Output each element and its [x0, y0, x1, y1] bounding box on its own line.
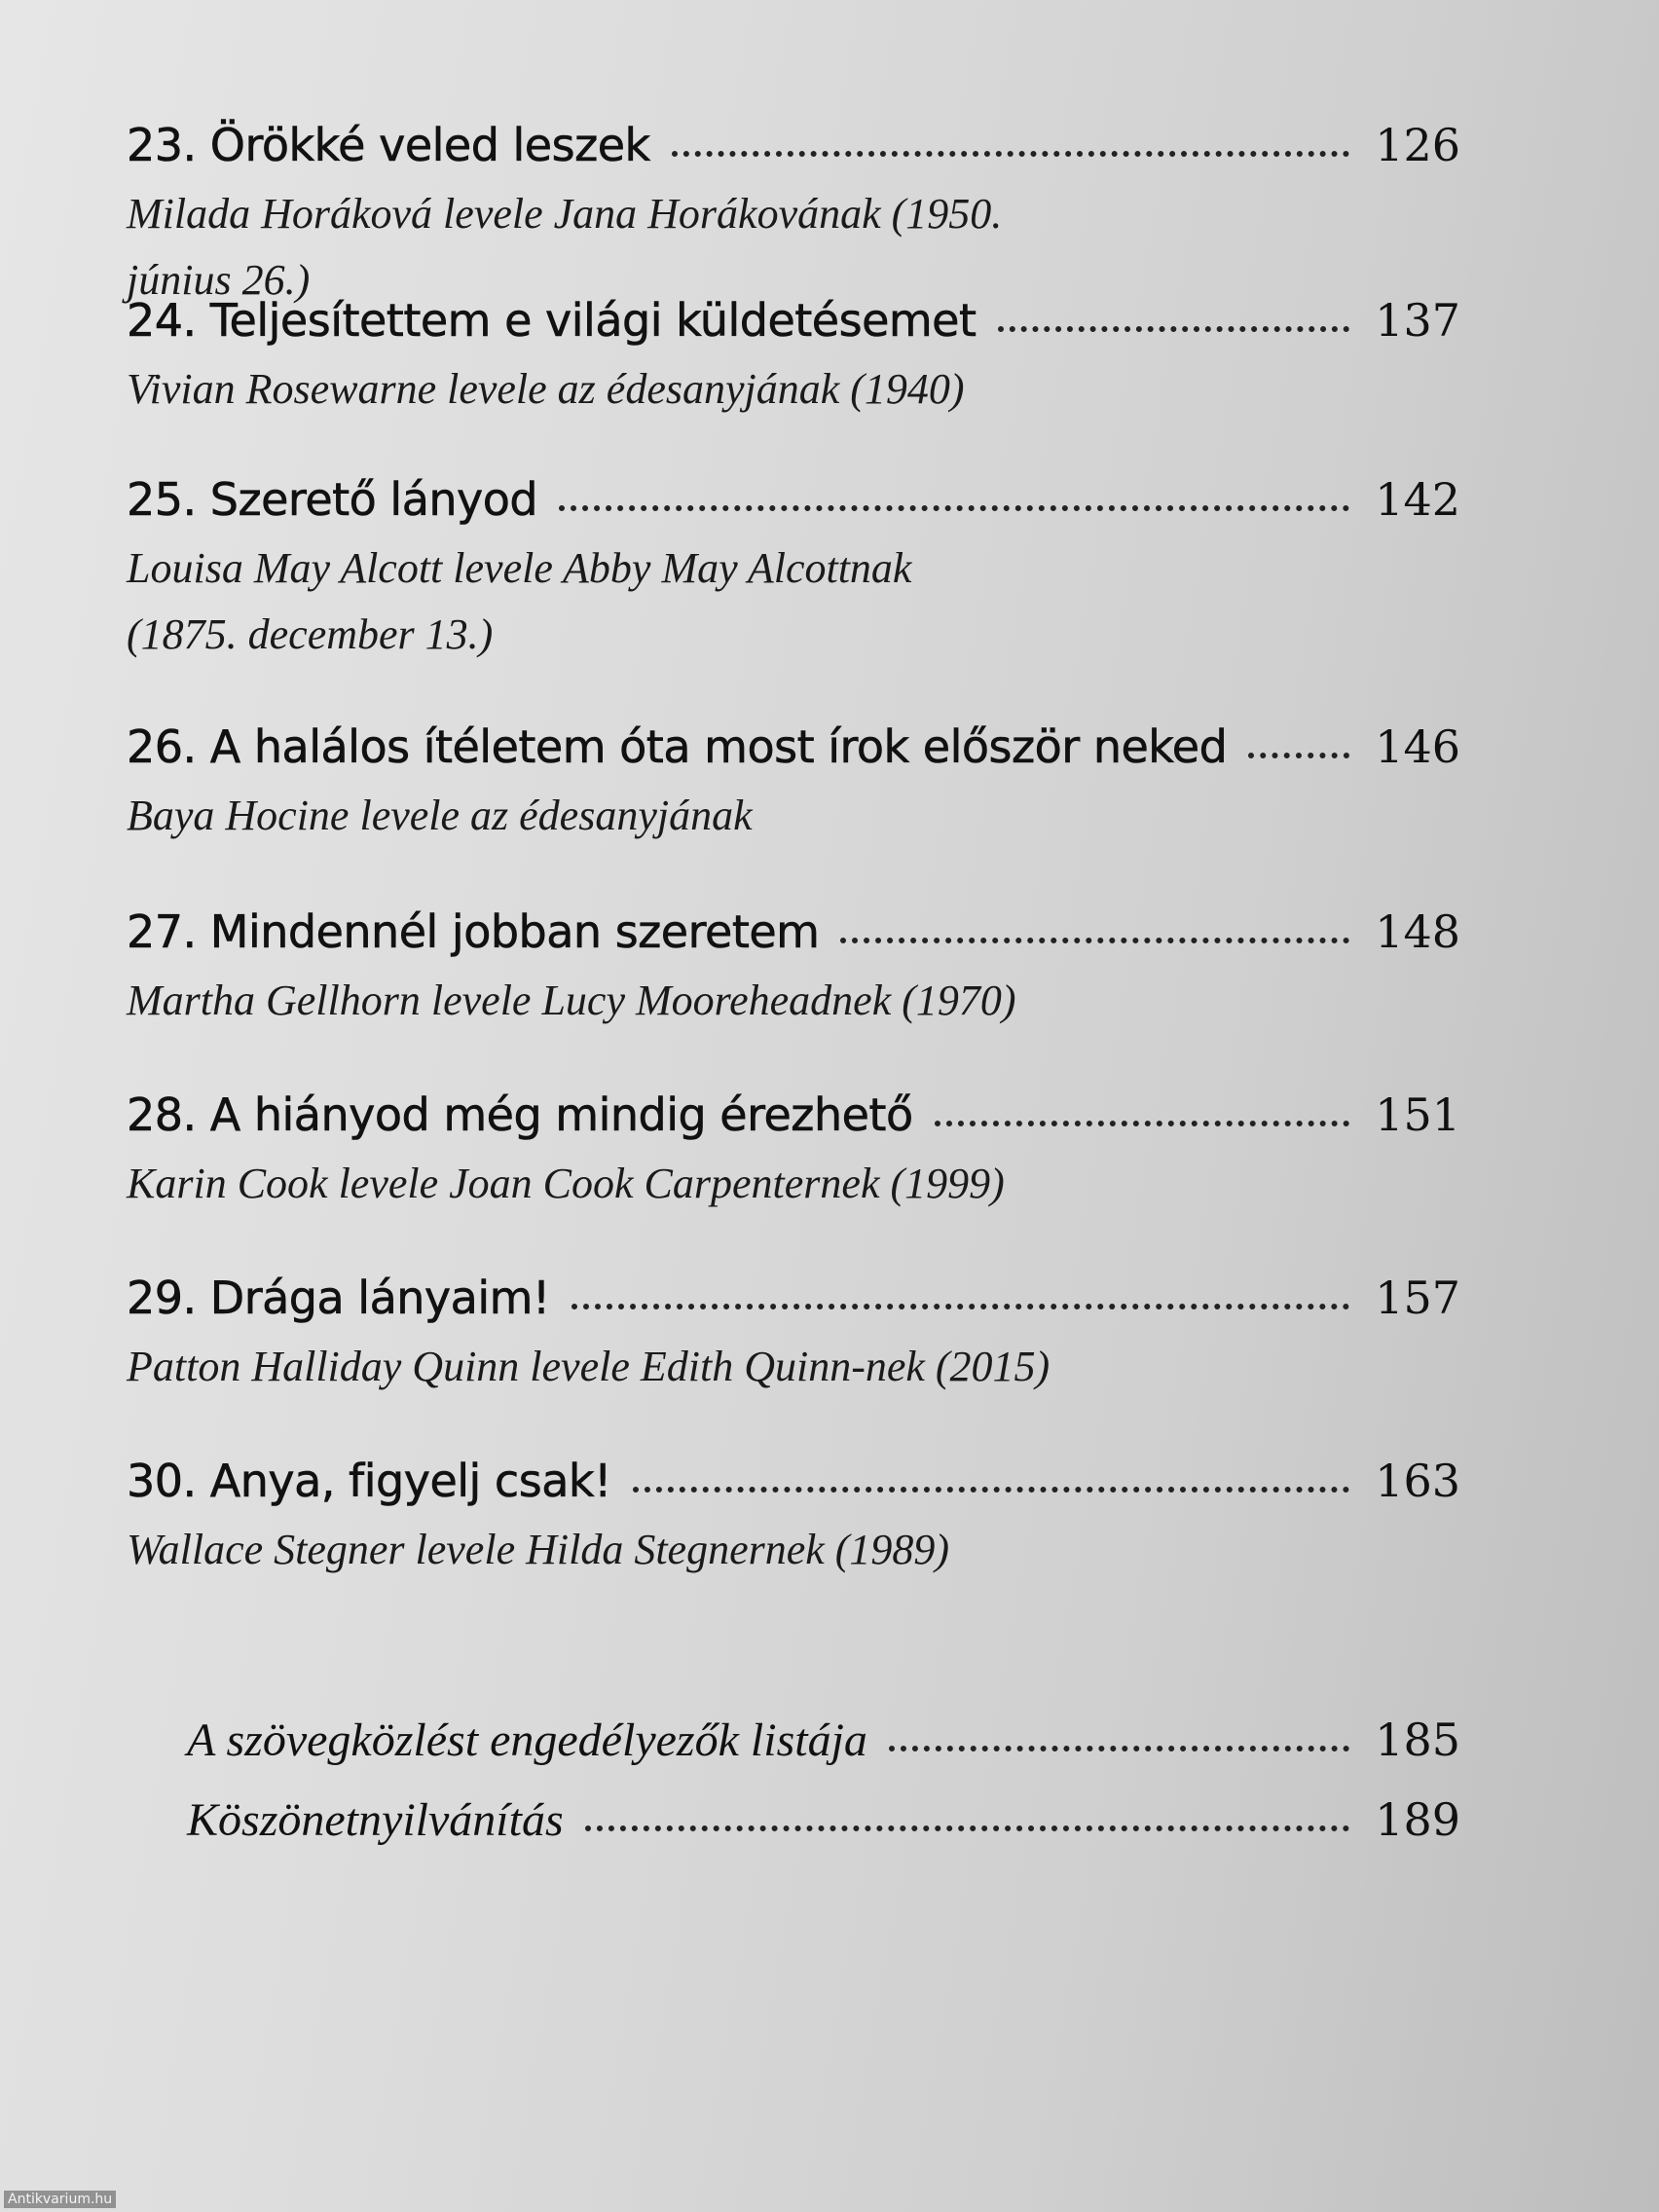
appendix-title: Köszönetnyilvánítás: [187, 1794, 564, 1846]
chapter-title: 26. A halálos ítéletem óta most írok először neked: [127, 720, 1228, 773]
dot-leader: [633, 1487, 1349, 1493]
chapter-title: 24. Teljesítettem e világi küldetésemet: [127, 294, 977, 347]
dot-leader: [571, 1304, 1349, 1309]
dot-leader: [935, 1121, 1350, 1126]
chapter-title: 29. Drága lányaim!: [127, 1272, 550, 1324]
chapter-subtitle: Louisa May Alcott levele Abby May Alcottnak (1875. december 13.): [127, 544, 912, 658]
dot-leader: [840, 938, 1349, 943]
toc-entry-26: [127, 720, 1460, 849]
toc-entry-24: [127, 294, 1460, 423]
chapter-subtitle: Baya Hocine levele az édesanyjának: [127, 792, 753, 839]
dot-leader: [585, 1825, 1350, 1831]
watermark: Antikvarium.hu: [4, 2191, 116, 2208]
page-number: 157: [1375, 1272, 1460, 1324]
toc-entry-30: [127, 1455, 1460, 1583]
page-number: 189: [1375, 1793, 1460, 1846]
chapter-subtitle: Vivian Rosewarne levele az édesanyjának (1940): [127, 365, 965, 413]
toc-entry-28: [127, 1088, 1460, 1217]
chapter-subtitle: Karin Cook levele Joan Cook Carpenternek (1999): [127, 1160, 1005, 1207]
chapter-subtitle: Milada Horáková levele Jana Horákovának (1950. június 26.): [127, 190, 1003, 304]
appendix-line-acknowledgements: [187, 1793, 1460, 1873]
page-number: 151: [1375, 1088, 1460, 1141]
page-number: 142: [1375, 473, 1460, 526]
page-number: 137: [1375, 294, 1460, 347]
toc-title-line: [127, 1088, 1460, 1151]
page-number: 148: [1375, 905, 1460, 958]
toc-title-line: [127, 1455, 1460, 1517]
chapter-subtitle: Wallace Stegner levele Hilda Stegnernek (1989): [127, 1526, 950, 1573]
toc-entry-29: [127, 1272, 1460, 1400]
page-number: 126: [1375, 119, 1460, 171]
appendix-title: A szövegközlést engedélyezők listája: [187, 1714, 867, 1766]
page-number: 146: [1375, 720, 1460, 773]
chapter-title: 23. Örökké veled leszek: [127, 119, 650, 171]
dot-leader: [559, 505, 1349, 511]
chapter-title: 27. Mindennél jobban szeretem: [127, 905, 820, 958]
toc-title-line: [127, 720, 1460, 783]
toc-appendix: [187, 1714, 1460, 1873]
page-number: 185: [1375, 1714, 1460, 1766]
toc-title-line: [127, 294, 1460, 356]
dot-leader: [889, 1746, 1349, 1751]
page-number: 163: [1375, 1455, 1460, 1507]
toc-title-line: [127, 119, 1460, 181]
chapter-title: 28. A hiányod még mindig érezhető: [127, 1088, 913, 1141]
toc-title-line: [127, 1272, 1460, 1334]
chapter-subtitle: Martha Gellhorn levele Lucy Mooreheadnek (1970): [127, 977, 1016, 1024]
dot-leader: [672, 151, 1350, 157]
toc-title-line: [127, 473, 1460, 535]
toc-entry-23: [127, 119, 1460, 313]
toc-entry-27: [127, 905, 1460, 1034]
chapter-title: 30. Anya, figyelj csak!: [127, 1455, 611, 1507]
chapter-subtitle: Patton Halliday Quinn levele Edith Quinn-nek (2015): [127, 1343, 1051, 1390]
dot-leader: [998, 326, 1350, 332]
chapter-title: 25. Szerető lányod: [127, 473, 538, 526]
dot-leader: [1248, 753, 1349, 758]
toc-entry-25: [127, 473, 1460, 668]
appendix-line-permissions: [187, 1714, 1460, 1793]
toc-title-line: [127, 905, 1460, 968]
